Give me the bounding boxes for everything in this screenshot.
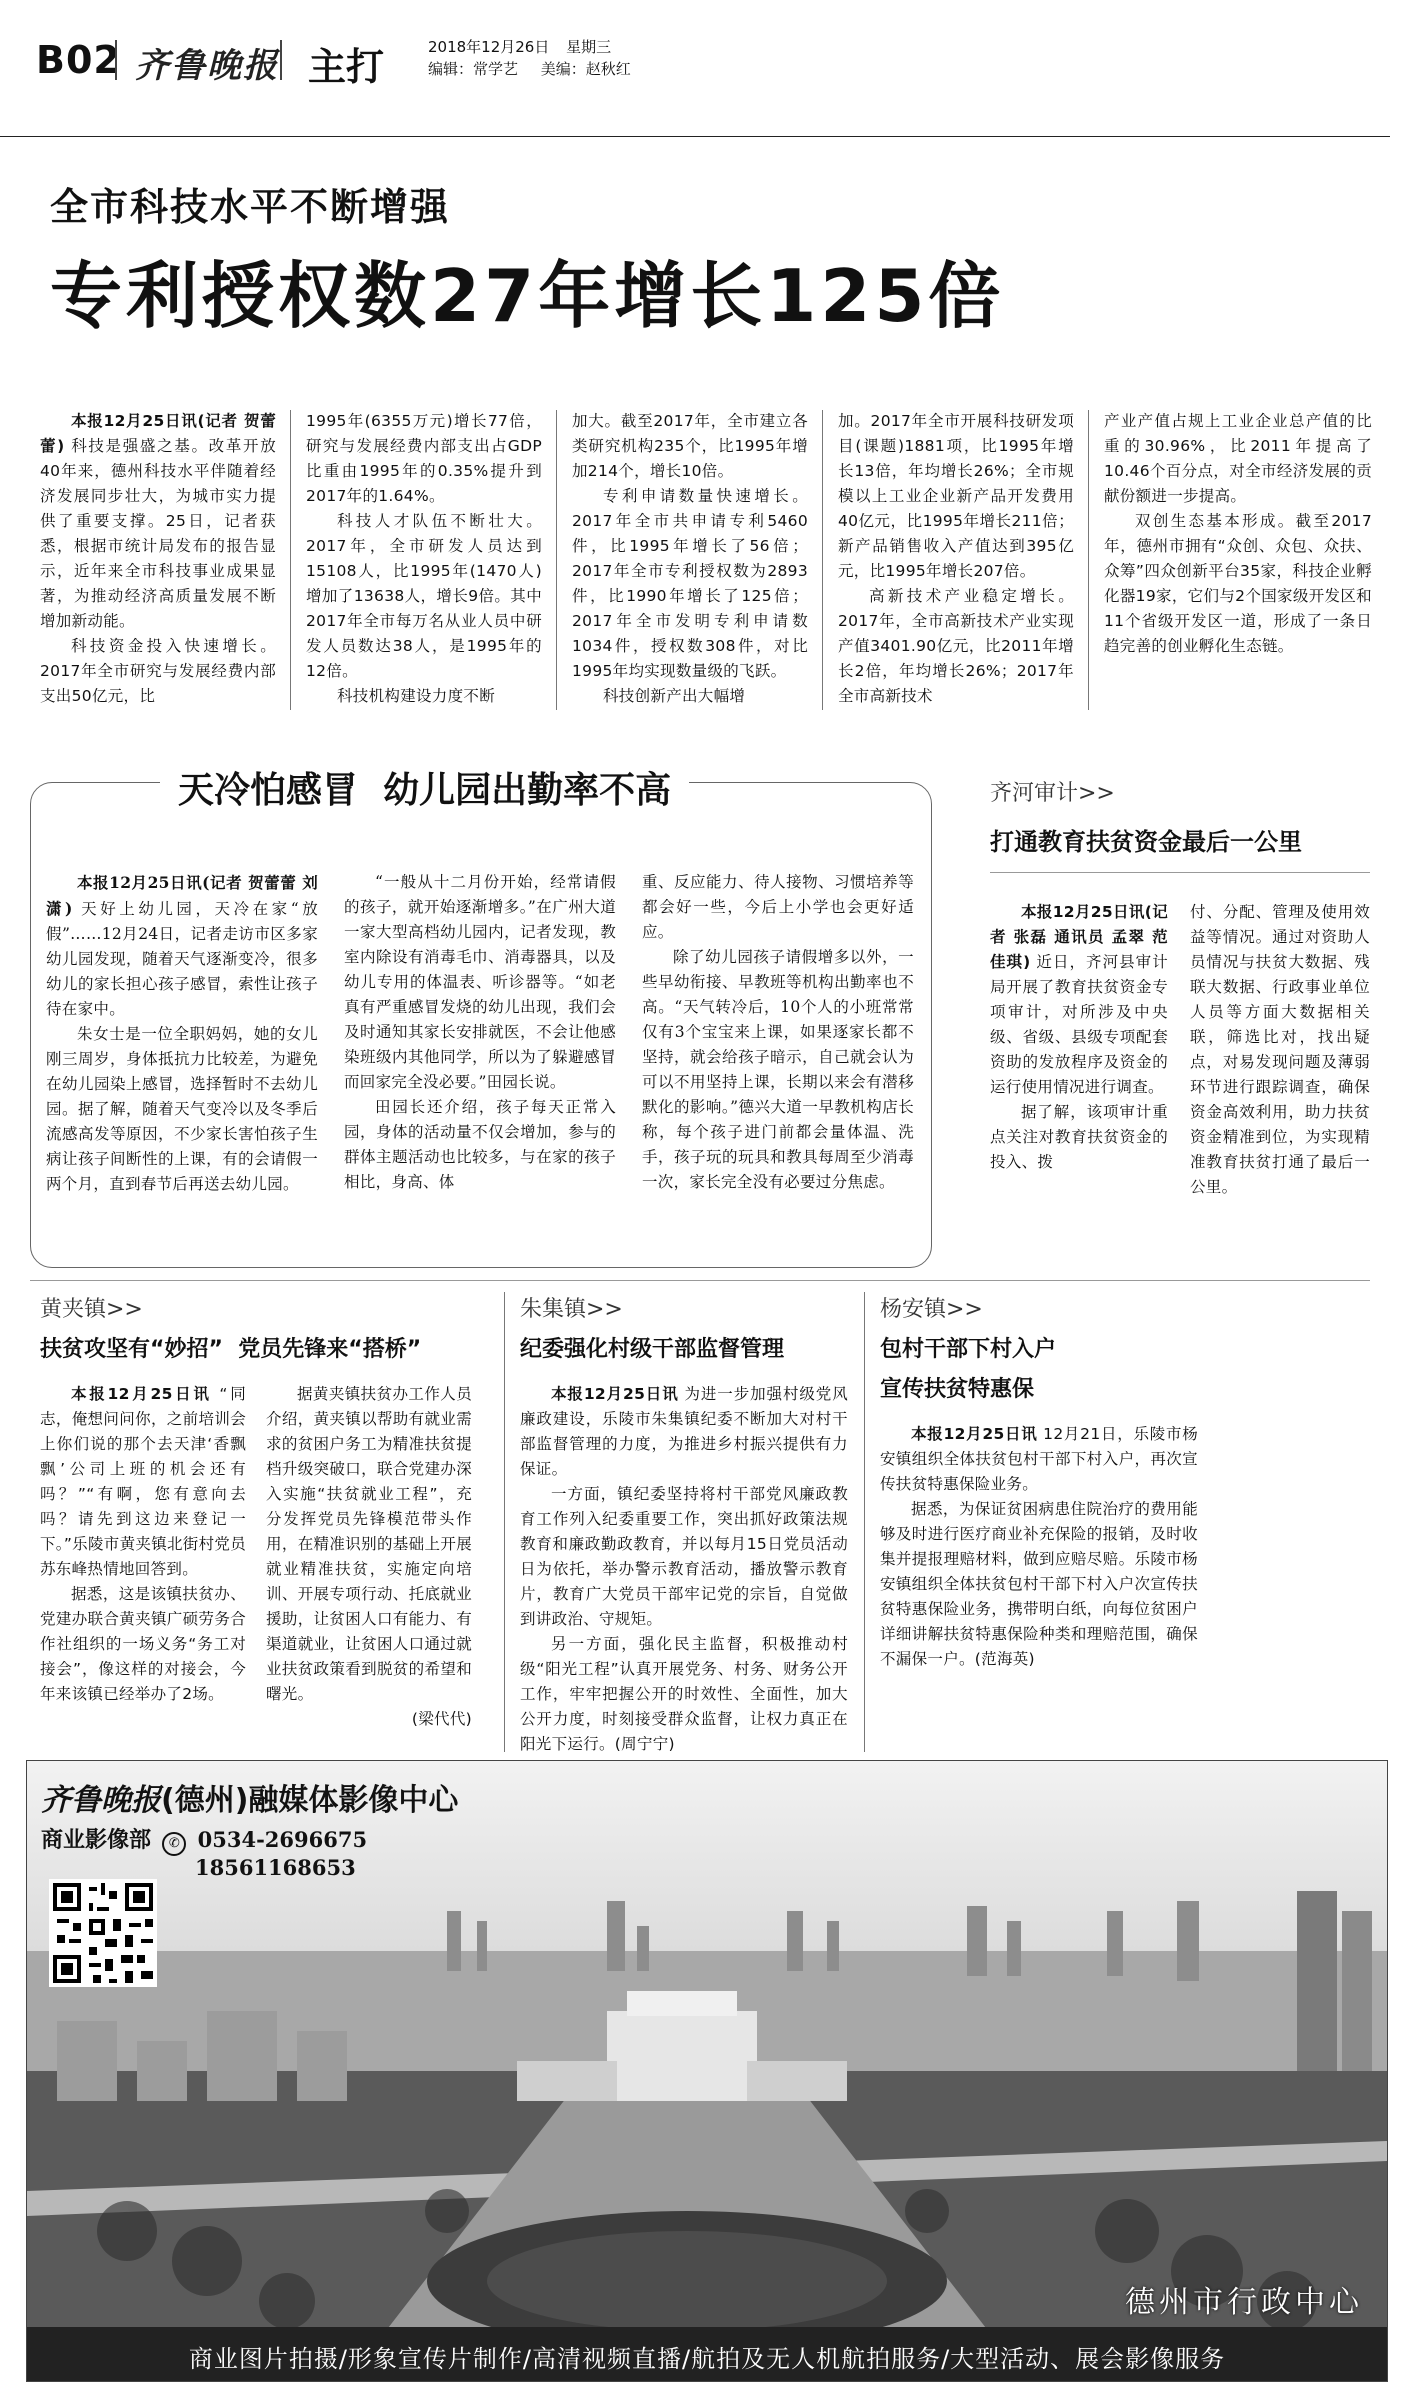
article-paragraph <box>642 870 914 945</box>
dateline: 本报12月25日讯 <box>551 1385 679 1403</box>
paragraph-text: 双创生态基本形成。截至2017年，德州市拥有“众创、众包、众扶、众筹”四众创新平台35家，科技企业孵化器19家，它们与2个国家级开发区和11个省级开发区一道，形成了一条日趋完善的创业孵化生态链。 <box>1104 512 1372 655</box>
paragraph-text: 科技资金投入快速增长。2017年全市研究与发展经费内部支出50亿元，比 <box>40 637 276 705</box>
story-divider <box>864 1292 865 1752</box>
paragraph-text: 科技是强盛之基。改革开放40年来，德州科技水平伴随着经济发展同步壮大，为城市实力提供了重要支撑。25日，记者获悉，根据市统计局发布的报告显示，近年来全市科技事业成果显著，为推动经济高质量发展不断增加新动能。 <box>40 437 277 630</box>
staff-credits <box>428 58 631 79</box>
kg-col-3 <box>642 870 914 1195</box>
dateline: 本报12月25日讯 <box>911 1425 1038 1443</box>
article-paragraph <box>990 900 1168 1100</box>
article-paragraph <box>1104 409 1372 509</box>
dateline: 本报12月25日讯(记者 张磊 通讯员 孟翠 范佳琪) <box>990 903 1168 971</box>
zhuji-tag: 朱集镇>> <box>520 1297 623 1322</box>
yangan-headline-1: 包村干部下村入户 <box>880 1337 1057 1362</box>
services-text: 商业图片拍摄/形象宣传片制作/高清视频直播/航拍及无人机航拍服务/大型活动、展会影像服务 <box>188 2345 1226 2373</box>
paragraph-text: 一方面，镇纪委坚持将村干部党风廉政教育工作列入纪委重要工作，突出抓好政策法规教育和廉政勤政教育，并以每月15日党员活动日为依托，举办警示教育活动，播放警示教育片，教育广大党员干部牢记党的宗旨，自觉做到讲政治、守规矩。 <box>520 1485 848 1628</box>
article-paragraph <box>642 945 914 1195</box>
paragraph-text: 朱女士是一位全职妈妈，她的女儿刚三周岁，身体抵抗力比较差，为避免在幼儿园染上感冒，选择暂时不去幼儿园。据了解，随着天气变冷以及冬季后流感高发等原因，不少家长害怕孩子生病让孩子间断性的上课，有的会请假一两个月，直到春节后再送去幼儿园。 <box>46 1025 318 1193</box>
lower-rule <box>30 1280 1370 1281</box>
article-paragraph <box>266 1707 472 1732</box>
kindergarten-headline: 天冷怕感冒 幼儿园出勤率不高 <box>160 762 689 813</box>
huangjia-col-1 <box>40 1382 246 1707</box>
header-rule <box>0 136 1390 137</box>
article-paragraph <box>306 684 542 709</box>
dateline: 本报12月25日讯 <box>71 1385 212 1403</box>
article-paragraph <box>344 870 616 1095</box>
qr-code[interactable] <box>49 1879 157 1987</box>
article-paragraph <box>880 1422 1198 1497</box>
section-name: 主打 <box>308 45 385 89</box>
ad-phone-1: 0534-2696675 <box>197 1827 368 1852</box>
article-paragraph <box>838 584 1074 709</box>
article-paragraph <box>344 1095 616 1195</box>
paragraph-text: 科技创新产出大幅增 <box>603 687 746 705</box>
paragraph-text: 加。2017年全市开展科技研发项目(课题)1881项，比1995年增长13倍，年均增长26%；全市规模以上工业企业新产品开发费用40亿元，比1995年增长211倍；新产品销售收入产值达到395亿元，比1995年增长207倍。 <box>838 412 1074 580</box>
article-paragraph <box>40 1582 246 1707</box>
col-divider <box>556 410 557 710</box>
article-paragraph <box>520 1632 848 1757</box>
main-col-4 <box>838 409 1074 709</box>
page-number: B02 <box>36 38 121 82</box>
header-divider <box>115 40 117 80</box>
article-paragraph <box>1104 509 1372 659</box>
paragraph-text: (梁代代) <box>411 1710 472 1728</box>
paragraph-text: 付、分配、管理及使用效益等情况。通过对资助人员情况与扶贫大数据、残联大数据、行政事业单位人员等方面大数据相关联，筛选比对，找出疑点，对易发现问题及薄弱环节进行跟踪调查，确保资金高效利用，助力扶贫资金精准到位，为实现精准教育扶贫打通了最后一公里。 <box>1190 903 1370 1196</box>
article-paragraph <box>40 409 276 634</box>
article-paragraph <box>46 1022 318 1197</box>
huangjia-headline: 扶贫攻坚有“妙招” 党员先锋来“搭桥” <box>40 1337 422 1362</box>
paragraph-text: 田园长还介绍，孩子每天正常入园，身体的活动量不仅会增加，参与的群体主题活动也比较多，与在家的孩子相比，身高、体 <box>344 1098 616 1191</box>
col-divider <box>290 410 291 710</box>
paper-logo: 齐鲁晚报 <box>135 46 279 86</box>
story-divider <box>504 1292 505 1752</box>
phone-icon: ✆ <box>162 1832 186 1856</box>
paragraph-text: 除了幼儿园孩子请假增多以外，一些早幼衔接、早教班等机构出勤率也不高。“天气转冷后，10个人的小班常常仅有3个宝宝来上课，如果逐家长都不坚持，就会给孩子暗示，自己就会认为可以不用坚持上课，长期以来会有潜移默化的影响。”德兴大道一早教机构店长称，每个孩子进门前都会量体温、洗手，孩子玩的玩具和教具每周至少消毒一次，家长完全没有必要过分焦虑。 <box>642 948 914 1191</box>
paragraph-text: “一般从十二月份开始，经常请假的孩子，就开始逐渐增多。”在广州大道一家大型高档幼儿园内，记者发现，教室内除设有消毒毛巾、消毒器具，以及幼儿专用的体温表、听诊器等。“如老真有严重感冒发烧的幼儿出现，我们会及时通知其家长安排就医，不会让他感染班级内其他同学，所以为了躲避感冒而回家完全没必要。”田园长说。 <box>344 873 616 1091</box>
ad-paper-logo: 齐鲁晚报 <box>41 1783 161 1818</box>
qihe-tag: 齐河审计>> <box>990 781 1115 806</box>
ad-title <box>41 1775 458 1819</box>
article-paragraph <box>880 1497 1198 1672</box>
yangan-headline-2: 宣传扶贫特惠保 <box>880 1377 1035 1402</box>
article-paragraph <box>520 1482 848 1632</box>
paragraph-text: 加大。截至2017年，全市建立各类研究机构235个，比1995年增加214个，增长10倍。 <box>572 412 808 480</box>
main-headline: 专利授权数27年增长125倍 <box>50 254 1005 338</box>
paragraph-text: 为进一步加强村级党风廉政建设，乐陵市朱集镇纪委不断加大对村干部监督管理的力度，为推进乡村振兴提供有力保证。 <box>520 1385 848 1478</box>
article-paragraph <box>838 409 1074 584</box>
paragraph-text: 科技机构建设力度不断 <box>337 687 496 705</box>
paragraph-text: 专利申请数量快速增长。2017年全市共申请专利5460件，比1995年增长了56倍；2017年全市专利授权数为2893件，比1990年增长了125倍；2017年全市发明专利申请数1034件，授权数308件，对比1995年均实现数量级的飞跃。 <box>572 487 808 680</box>
paragraph-text: 12月21日，乐陵市杨安镇组织全体扶贫包村干部下村入户，再次宣传扶贫特惠保险业务。 <box>880 1425 1198 1493</box>
zhuji-col-1 <box>520 1382 848 1757</box>
page-header <box>0 0 1413 140</box>
paragraph-text: 据悉，这是该镇扶贫办、党建办联合黄夹镇广硕劳务合作社组织的一场义务“务工对接会”，像这样的对接会，今年来该镇已经举办了2场。 <box>40 1585 246 1703</box>
yangan-tag: 杨安镇>> <box>880 1297 983 1322</box>
ad-block <box>26 1760 1388 2382</box>
date: 2018年12月26日 <box>428 38 550 56</box>
paragraph-text: “同志，俺想问问你，之前培训会上你们说的那个去天津‘香飘飘’公司上班的机会还有吗？”“有啊，您有意向去吗？请先到这边来登记一下。”乐陵市黄夹镇北街村党员苏东峰热情地回答到。 <box>40 1385 246 1578</box>
main-col-1 <box>40 409 276 709</box>
ad-phone-2: 18561168653 <box>195 1855 356 1880</box>
article-paragraph <box>520 1382 848 1482</box>
article-paragraph <box>266 1382 472 1707</box>
article-paragraph <box>40 1382 246 1582</box>
paragraph-text: 据黄夹镇扶贫办工作人员介绍，黄夹镇以帮助有就业需求的贫困户务工为精准扶贫提档升级突破口，联合党建办深入实施“扶贫就业工程”，充分发挥党员先锋模范带头作用，在精准识别的基础上开展就业精准扶贫，实施定向培训、开展专项行动、托底就业援助，让贫困人口有能力、有渠道就业，让贫困人口通过就业扶贫政策看到脱贫的希望和曙光。 <box>266 1385 472 1703</box>
paragraph-text: 另一方面，强化民主监督，积极推动村级“阳光工程”认真开展党务、村务、财务公开工作，牢牢把握公开的时效性、全面性，加大公开力度，时刻接受群众监督，让权力真正在阳光下运行。(周宁宁) <box>520 1635 848 1753</box>
qihe-col-1 <box>990 900 1168 1175</box>
dateline: 本报12月25日讯(记者 贺蕾蕾) <box>40 412 276 455</box>
main-col-3 <box>572 409 808 709</box>
paragraph-text: 近日，齐河县审计局开展了教育扶贫资金专项审计，对所涉及中央级、省级、县级专项配套资助的发放程序及资金的运行使用情况进行调查。 <box>990 953 1168 1096</box>
yangan-col-1 <box>880 1422 1198 1672</box>
qihe-col-2 <box>1190 900 1370 1200</box>
main-col-2 <box>306 409 542 709</box>
dateline: 本报12月25日讯(记者 贺蕾蕾 刘潇) <box>46 873 318 918</box>
article-paragraph <box>306 509 542 684</box>
kg-col-1 <box>46 870 318 1197</box>
ad-contacts <box>41 1823 367 1856</box>
main-kicker: 全市科技水平不断增强 <box>50 185 451 229</box>
article-paragraph <box>990 1100 1168 1175</box>
zhuji-headline: 纪委强化村级干部监督管理 <box>520 1337 785 1362</box>
paragraph-text: 科技人才队伍不断壮大。2017年，全市研发人员达到15108人，比1995年(1470人)增加了13638人，增长9倍。其中2017年全市每万名从业人员中研发人员数达38人，是1995年的12倍。 <box>306 512 542 680</box>
huangjia-tag: 黄夹镇>> <box>40 1297 143 1322</box>
designer: 美编：赵秋红 <box>540 60 631 78</box>
col-divider <box>822 410 823 710</box>
article-paragraph <box>1190 900 1370 1200</box>
weekday: 星期三 <box>566 38 612 56</box>
article-paragraph <box>40 634 276 709</box>
kg-col-2 <box>344 870 616 1195</box>
article-paragraph <box>46 870 318 1022</box>
paragraph-text: 重、反应能力、待人接物、习惯培养等都会好一些，今后上小学也会更好适应。 <box>642 873 914 941</box>
services-banner <box>27 2327 1387 2381</box>
article-paragraph <box>572 684 808 709</box>
photo-caption: 德州市行政中心 <box>1125 2285 1363 2320</box>
ad-title-rest: (德州)融媒体影像中心 <box>161 1783 459 1818</box>
article-paragraph <box>572 484 808 684</box>
editor: 编辑：常学艺 <box>428 60 519 78</box>
article-paragraph <box>306 409 542 509</box>
paragraph-text: 产业产值占规上工业企业总产值的比重的30.96%，比2011年提高了10.46个百分点，对全市经济发展的贡献份额进一步提高。 <box>1104 412 1372 505</box>
paragraph-text: 天好上幼儿园，天冷在家“放假”……12月24日，记者走访市区多家幼儿园发现，随着天气逐渐变冷，很多幼儿的家长担心孩子感冒，索性让孩子待在家中。 <box>46 900 318 1018</box>
issue-date <box>428 36 611 57</box>
article-paragraph <box>572 409 808 484</box>
paragraph-text: 高新技术产业稳定增长。2017年，全市高新技术产业实现产值3401.90亿元，比2011年增长2倍，年均增长26%；2017年全市高新技术 <box>838 587 1074 705</box>
paragraph-text: 1995年(6355万元)增长77倍，研究与发展经费内部支出占GDP比重由1995年的0.35%提升到2017年的1.64%。 <box>306 412 542 505</box>
qihe-headline: 打通教育扶贫资金最后一公里 <box>990 828 1302 856</box>
qihe-rule <box>990 872 1370 873</box>
main-col-5 <box>1104 409 1372 659</box>
paragraph-text: 据悉，为保证贫困病患住院治疗的费用能够及时进行医疗商业补充保险的报销，及时收集并提报理赔材料，做到应赔尽赔。乐陵市杨安镇组织全体扶贫包村干部下村入户次宣传扶贫特惠保险业务，携带明白纸，向每位贫困户详细讲解扶贫特惠保险种类和理赔范围，确保不漏保一户。(范海英) <box>880 1500 1198 1668</box>
huangjia-col-2 <box>266 1382 472 1732</box>
header-divider-2 <box>280 40 282 80</box>
ad-dept: 商业影像部 <box>41 1827 152 1853</box>
paragraph-text: 据了解，该项审计重点关注对教育扶贫资金的投入、拨 <box>990 1103 1168 1171</box>
col-divider <box>1088 410 1089 710</box>
